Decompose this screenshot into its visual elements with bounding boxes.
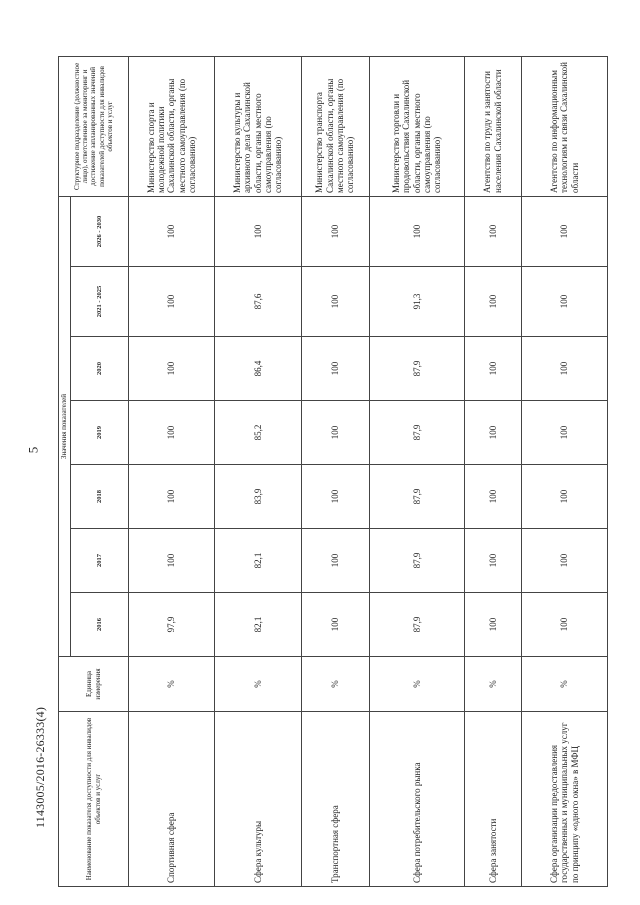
row-responsible: Министерство спорта и молодежной политики Сахалинской области, органы местного самоуправления (по согласованию): [129, 56, 215, 196]
header-year: 2017: [71, 529, 129, 593]
row-value: 100: [464, 593, 521, 657]
header-values-group: Значения показателей: [59, 196, 71, 656]
row-value: 100: [464, 196, 521, 266]
row-value: 100: [521, 196, 607, 266]
row-value: 83,9: [215, 465, 301, 529]
table-row: [521, 56, 607, 886]
row-responsible: Министерство транспорта Сахалинской области, органы местного самоуправления (по согласованию): [301, 56, 369, 196]
header-year: 2020: [71, 337, 129, 401]
row-value: 100: [464, 267, 521, 337]
row-value: 100: [301, 401, 369, 465]
row-value: 100: [464, 465, 521, 529]
header-indicator: Наименование показателя доступности для инвалидов объектов и услуг: [59, 712, 129, 887]
accessibility-indicators-table: [58, 56, 608, 887]
row-responsible: Министерство торговли и продовольствия Сахалинской области, органы местного самоуправления (по согласованию): [369, 56, 464, 196]
row-value: 87,9: [369, 337, 464, 401]
table-row: [215, 56, 301, 886]
header-year: 2018: [71, 465, 129, 529]
row-unit: %: [369, 657, 464, 712]
row-value: 100: [301, 529, 369, 593]
row-unit: %: [521, 657, 607, 712]
row-unit: %: [301, 657, 369, 712]
row-responsible: Агентство по информационным технологиям и связи Сахалинской области: [521, 56, 607, 196]
row-value: 87,9: [369, 593, 464, 657]
table-row: [301, 56, 369, 886]
header-responsible: Структурное подразделение (должностное лицо), ответственное за мониторинг и достижение запланированных значений показателей доступности для инвалидов объектов и услуг: [59, 56, 129, 196]
row-value: 100: [129, 337, 215, 401]
row-name: Сфера культуры: [215, 712, 301, 887]
row-name: Транспортная сфера: [301, 712, 369, 887]
table-row: [369, 56, 464, 886]
header-year: 2016: [71, 593, 129, 657]
row-value: 100: [301, 196, 369, 266]
row-value: 100: [129, 196, 215, 266]
row-value: 100: [301, 337, 369, 401]
row-value: 100: [369, 196, 464, 266]
row-value: 87,9: [369, 401, 464, 465]
rotated-table-container: [58, 57, 608, 887]
row-value: 100: [464, 401, 521, 465]
header-year: 2026 - 2030: [71, 196, 129, 266]
row-unit: %: [129, 657, 215, 712]
table-row: [129, 56, 215, 886]
row-value: 100: [521, 337, 607, 401]
row-value: 85,2: [215, 401, 301, 465]
row-name: Спортивная сфера: [129, 712, 215, 887]
row-value: 82,1: [215, 529, 301, 593]
header-year: 2019: [71, 401, 129, 465]
header-year: 2021 - 2025: [71, 267, 129, 337]
table-row: [464, 56, 521, 886]
row-name: Сфера организации предоставления государственных и муниципальных услуг по принципу «одного окна» в МФЦ: [521, 712, 607, 887]
row-value: 100: [464, 529, 521, 593]
page-number: 5: [25, 446, 41, 454]
row-unit: %: [215, 657, 301, 712]
row-responsible: Агентство по труду и занятости населения Сахалинской области: [464, 56, 521, 196]
row-value: 87,6: [215, 267, 301, 337]
row-value: 87,9: [369, 465, 464, 529]
row-value: 100: [521, 465, 607, 529]
row-value: 82,1: [215, 593, 301, 657]
row-value: 87,9: [369, 529, 464, 593]
row-value: 100: [521, 529, 607, 593]
row-value: 100: [464, 337, 521, 401]
row-value: 100: [129, 267, 215, 337]
row-value: 100: [301, 593, 369, 657]
row-value: 100: [521, 401, 607, 465]
row-value: 91,3: [369, 267, 464, 337]
row-value: 97,9: [129, 593, 215, 657]
row-value: 100: [301, 267, 369, 337]
row-value: 100: [129, 401, 215, 465]
row-name: Сфера потребительского рынка: [369, 712, 464, 887]
row-value: 100: [521, 267, 607, 337]
row-responsible: Министерство культуры и архивного дела Сахалинской области, органы местного самоуправления (по согласованию): [215, 56, 301, 196]
document-code: 1143005/2016-26333(4): [33, 706, 47, 828]
row-value: 100: [129, 529, 215, 593]
row-value: 100: [129, 465, 215, 529]
row-value: 100: [301, 465, 369, 529]
header-unit: Единица измерения: [59, 657, 129, 712]
row-name: Сфера занятости: [464, 712, 521, 887]
row-value: 86,4: [215, 337, 301, 401]
row-unit: %: [464, 657, 521, 712]
row-value: 100: [215, 196, 301, 266]
row-value: 100: [521, 593, 607, 657]
